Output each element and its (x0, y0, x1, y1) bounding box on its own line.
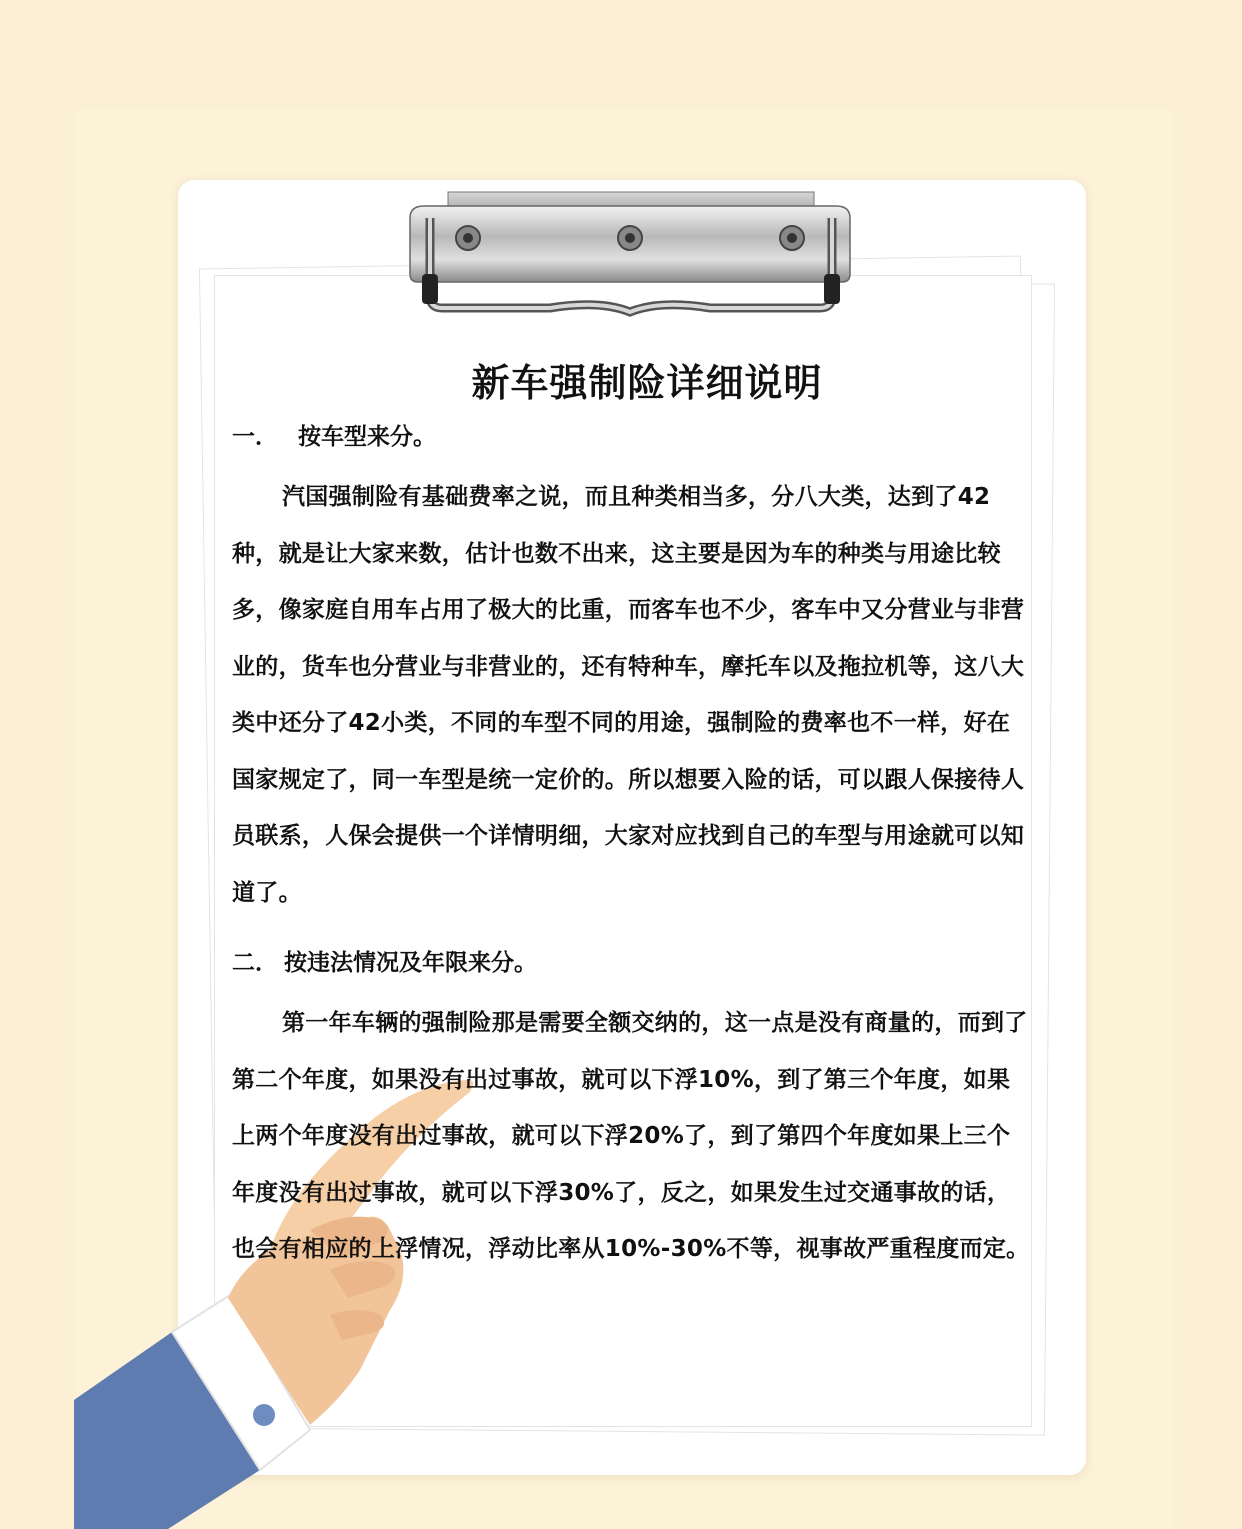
section-heading-text: 按违法情况及年限来分。 (284, 950, 537, 976)
section-heading-text: 按车型来分。 (298, 424, 436, 450)
section-number: 一． (232, 424, 278, 450)
clipboard-clip-icon (400, 188, 860, 328)
section-paragraph-1: 汽国强制险有基础费率之说，而且种类相当多，分八大类，达到了42种，就是让大家来数，估计也数不出来，这主要是因为车的种类与用途比较多，像家庭自用车占用了极大的比重，而客车也不少，客车中又分营业与非营业的，货车也分营业与非营业的，还有特种车，摩托车以及拖拉机等，这八大类中还分了42小类，不同的车型不同的用途，强制险的费率也不一样，好在国家规定了，同一车型是统一定价的。所以想要入险的话，可以跟人保接待人员联系，人保会提供一个详情明细，大家对应找到自己的车型与用途就可以知道了。 (232, 484, 1025, 906)
section-number: 二． (232, 950, 278, 976)
page-title: 新车强制险详细说明 (471, 361, 823, 405)
section-paragraph-2: 第一年车辆的强制险那是需要全额交纳的，这一点是没有商量的，而到了第二个年度，如果没有出过事故，就可以下浮10%，到了第三个年度，如果上两个年度没有出过事故，就可以下浮20%了，到了第四个年度如果上三个年度没有出过事故，就可以下浮30%了，反之，如果发生过交通事故的话，也会有相应的上浮情况，浮动比率从10%-30%不等，视事故严重程度而定。 (232, 1010, 1030, 1262)
section-heading-2 (232, 943, 1032, 983)
section-heading-1 (232, 417, 1032, 457)
document-content (232, 340, 1032, 1278)
